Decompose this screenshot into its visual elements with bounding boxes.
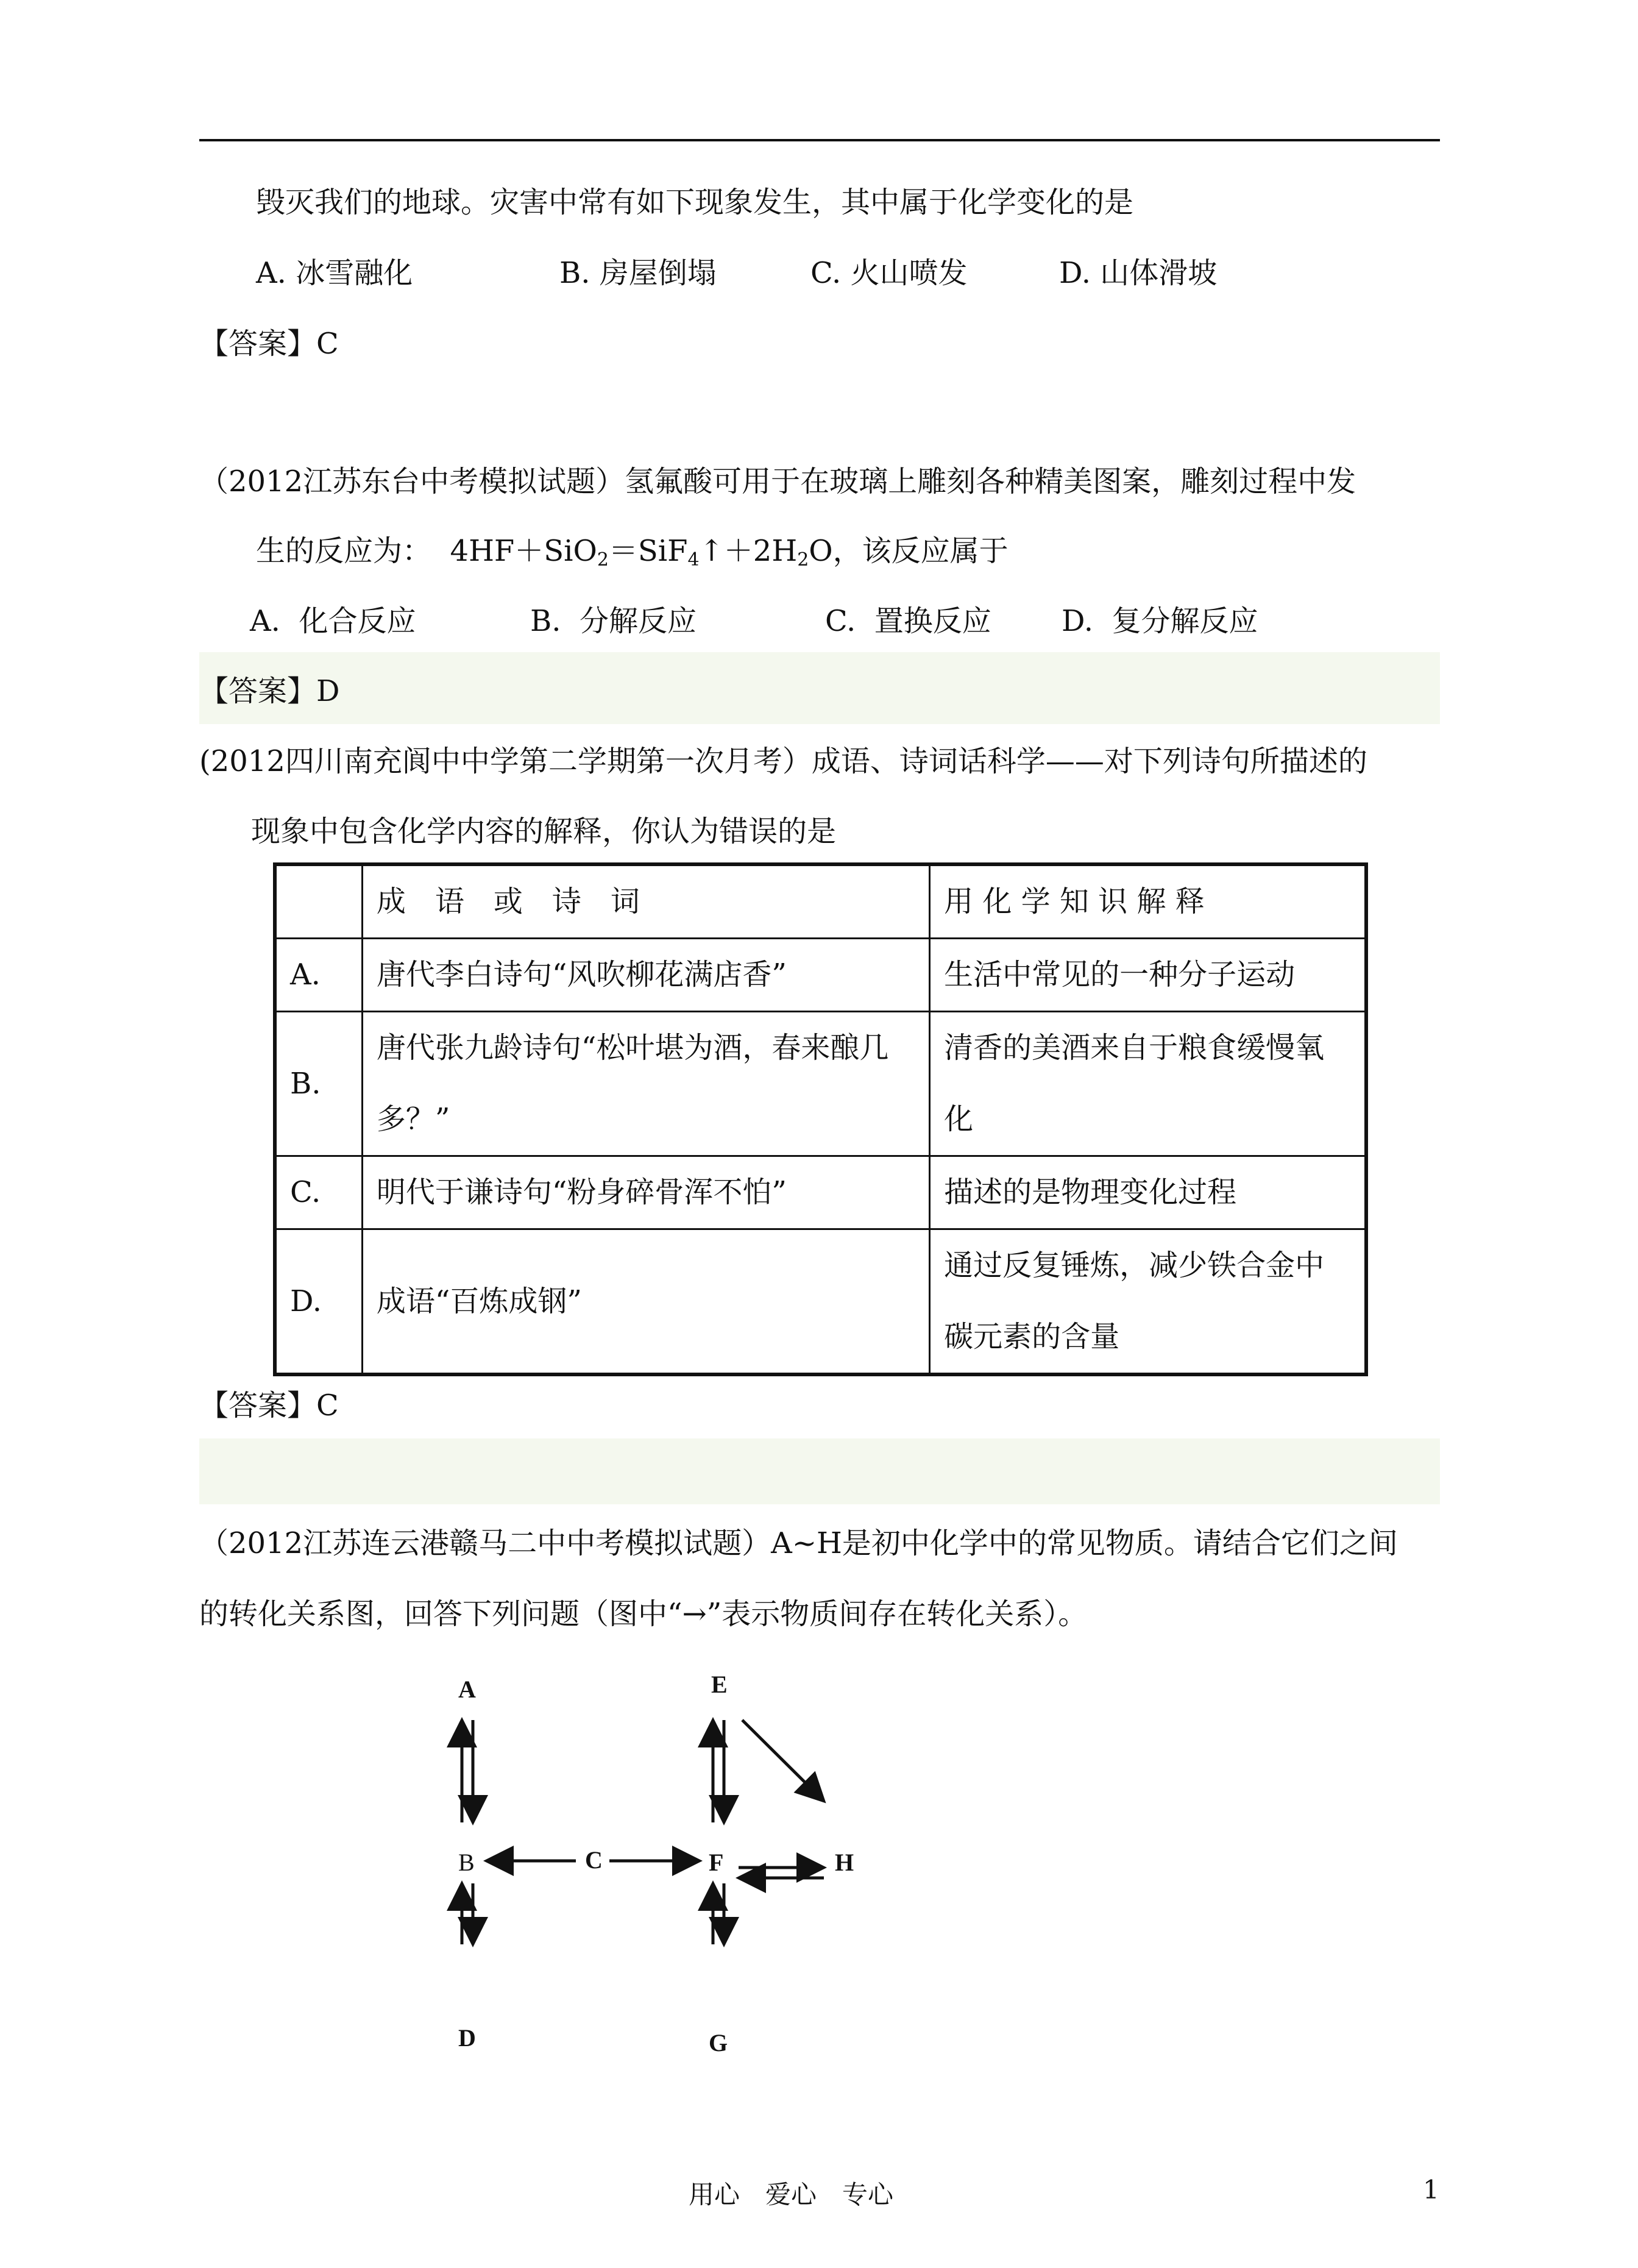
table-cell-explain: 清香的美酒来自于粮食缓慢氧化 (930, 1012, 1366, 1156)
q1-option-a: A. 冰雪融化 (256, 256, 413, 290)
table-cell-poem: 明代于谦诗句“粉身碎骨浑不怕” (362, 1156, 929, 1229)
node-b: B (458, 1849, 475, 1876)
q2-option-b: B. 分解反应 (530, 604, 697, 638)
node-e: E (711, 1671, 728, 1698)
table-cell-label: D. (275, 1229, 362, 1375)
q2-stem-line1: （2012江苏东台中考模拟试题）氢氟酸可用于在玻璃上雕刻各种精美图案，雕刻过程中发 (199, 464, 1356, 499)
page-number: 1 (1423, 2175, 1439, 2205)
node-g: G (709, 2029, 728, 2056)
q2-option-c: C. 置换反应 (825, 604, 991, 638)
table-cell-poem: 成语“百炼成钢” (362, 1229, 929, 1375)
table-cell-poem: 唐代张九龄诗句“松叶堪为酒，春来酿几多？” (362, 1012, 929, 1156)
node-c: C (585, 1846, 603, 1874)
node-f: F (709, 1849, 724, 1876)
q2-option-a: A. 化合反应 (250, 604, 416, 638)
table-cell-label: A. (275, 939, 362, 1012)
table-cell-label: C. (275, 1156, 362, 1229)
q1-answer: 【答案】C (199, 327, 339, 361)
table-cell-explain: 生活中常见的一种分子运动 (930, 939, 1366, 1012)
arrow-e-h (742, 1720, 824, 1801)
q3-stem-line2: 现象中包含化学内容的解释，你认为错误的是 (251, 814, 837, 848)
q1-option-d: D. 山体滑坡 (1059, 256, 1218, 290)
table-cell-poem: 唐代李白诗句“风吹柳花满店香” (362, 939, 929, 1012)
table-cell-explain: 通过反复锤炼，减少铁合金中碳元素的含量 (930, 1229, 1366, 1375)
q4-stem-line2: 的转化关系图，回答下列问题（图中“→”表示物质间存在转化关系）。 (199, 1597, 1088, 1631)
table-cell-explain: 描述的是物理变化过程 (930, 1156, 1366, 1229)
q4-stem-line1: （2012江苏连云港赣马二中中考模拟试题）A~H是初中化学中的常见物质。请结合它们之间 (199, 1526, 1398, 1560)
node-d: D (458, 2024, 476, 2052)
q1-option-c: C. 火山喷发 (810, 256, 968, 290)
table-header-cell: 用 化 学 知 识 解 释 (930, 864, 1366, 939)
q1-option-b: B. 房屋倒塌 (559, 256, 717, 290)
q2-equation: $4HF+SiO_2=SiF_4↑+2H_2O$， (450, 534, 862, 571)
q2-option-d: D. 复分解反应 (1062, 604, 1258, 638)
q2-stem-line2: 生的反应为： $4HF+SiO_2=SiF_4↑+2H_2O$，该反应属于 (256, 534, 1009, 571)
table-header-cell: 成 语 或 诗 词 (362, 864, 929, 939)
node-a: A (458, 1676, 476, 1703)
node-h: H (835, 1849, 854, 1876)
q1-stem: 毁灭我们的地球。灾害中常有如下现象发生，其中属于化学变化的是 (256, 185, 1134, 219)
footer-motto: 用心 爱心 专心 (689, 2180, 894, 2209)
q3-stem-line1: (2012四川南充阆中中学第二学期第一次月考）成语、诗词话科学——对下列诗句所描述的 (199, 744, 1367, 778)
q3-answer: 【答案】C (199, 1388, 339, 1423)
table-cell-label: B. (275, 1012, 362, 1156)
q2-answer: 【答案】D (199, 674, 340, 708)
